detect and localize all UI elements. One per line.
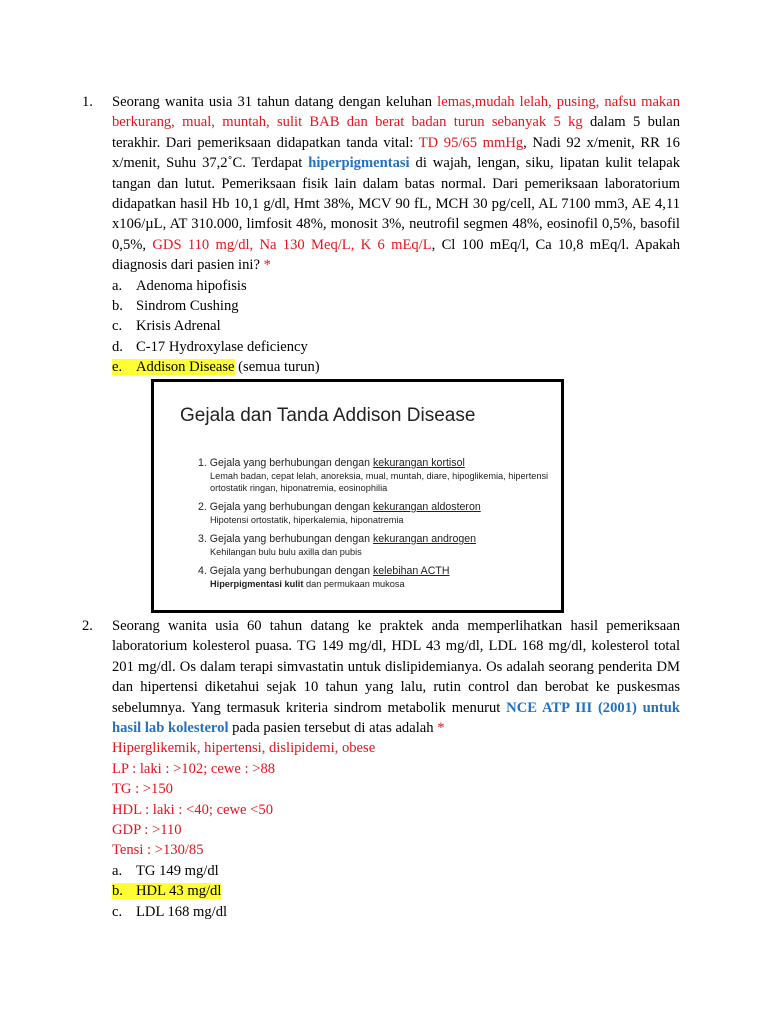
slide-title: Gejala dan Tanda Addison Disease <box>180 405 476 426</box>
ncep-highlight: NCE ATP III (2001) untuk hasil lab kolesterol <box>112 699 681 737</box>
question-number: 1. <box>82 94 93 110</box>
criteria-note: Tensi : >130/85 <box>112 842 204 859</box>
slide-item: 1. Gejala yang berhubungan dengan kekurangan kortisol Lemah badan, cepat lelah, anoreksia, mual, muntah, diare, hipoglikemia, hipertensi ortostatik ringan, hiponatremia, eosinophilia <box>198 457 549 493</box>
option-b-answer: b. HDL 43 mg/dl <box>112 883 222 900</box>
slide-item: 2. Gejala yang berhubungan dengan kekurangan aldosteron Hipotensi ortostatik, hiperkalemia, hiponatremia <box>198 501 481 525</box>
criteria-note: HDL : laki : <40; cewe <50 <box>112 801 274 818</box>
criteria-note: Hiperglikemik, hipertensi, dislipidemi, obese <box>112 740 376 757</box>
addison-slide-image <box>151 379 564 613</box>
question-2-options <box>112 861 680 922</box>
criteria-note: GDP : >110 <box>112 822 182 839</box>
slide-item: 4. Gejala yang berhubungan dengan kelebihan ACTH Hiperpigmentasi kulit dan permukaan mukosa <box>198 565 450 589</box>
question-number: 2. <box>82 618 93 634</box>
question-2-text: Seorang wanita usia 60 tahun datang ke praktek anda memperlihatkan hasil pemeriksaan laboratorium kolesterol puasa. TG 149 mg/dl, HDL 43 mg/dl, LDL 168 mg/dl, kolesterol total 201 mg/dl. Os dalam terapi simvastatin untuk dislipidemianya. Os adalah seorang penderita DM dan hipertensi diketahui sejak 10 tahun yang lalu, rutin control dan berobat ke puskesmas sebelumnya. Yang termasuk kriteria sindrom metabolik menurut NCE ATP III (2001) untuk hasil lab kolesterol pada pasien tersebut di atas adalah * <box>112 618 681 737</box>
option-b: b. Sindrom Cushing <box>112 298 239 315</box>
question-1 <box>82 92 681 378</box>
slide-list <box>198 456 558 596</box>
option-d: d. C-17 Hydroxylase deficiency <box>112 338 308 355</box>
option-a: a. Adenoma hipofisis <box>112 277 247 294</box>
question-1-options <box>112 276 680 378</box>
required-star: * <box>437 720 445 737</box>
criteria-note: TG : >150 <box>112 781 173 798</box>
required-star: * <box>263 257 271 274</box>
question-2 <box>82 616 681 922</box>
option-c: c. Krisis Adrenal <box>112 318 221 335</box>
option-e-answer: e. Addison Disease (semua turun) <box>112 359 320 376</box>
slide-item: 3. Gejala yang berhubungan dengan kekurangan androgen Kehilangan bulu bulu axilla dan pubis <box>198 533 477 557</box>
criteria-notes <box>112 738 680 860</box>
blood-pressure-highlight: TD 95/65 mmHg <box>418 134 524 151</box>
option-a: a. TG 149 mg/dl <box>112 862 219 879</box>
criteria-note: LP : laki : >102; cewe : >88 <box>112 760 276 777</box>
lab-highlight: GDS 110 mg/dl, Na 130 Meq/L, K 6 mEq/L <box>152 236 432 253</box>
option-c: c. LDL 168 mg/dl <box>112 903 228 920</box>
question-1-text: Seorang wanita usia 31 tahun datang dengan keluhan lemas,mudah lelah, pusing, nafsu makan berkurang, mual, muntah, sulit BAB dan berat badan turun sebanyak 5 kg dalam 5 bulan terakhir. Dari pemeriksaan didapatkan tanda vital: TD 95/65 mmHg, Nadi 92 x/menit, RR 16 x/menit, Suhu 37,2˚C. Terdapat hiperpigmentasi di wajah, lengan, siku, lipatan kulit telapak tangan dan lutut. Pemeriksaan fisik lain dalam batas normal. Dari pemeriksaan laboratorium didapatkan hasil Hb 10,1 g/dl, Hmt 38%, MCV 90 fL, MCH 30 pg/cell, AL 7100 mm3, AE 4,11 x106/µL, AT 310.000, limfosit 48%, monosit 3%, neutrofil segmen 48%, eosinofil 0,5%, basofil 0,5%, GDS 110 mg/dl, Na 130 Meq/L, K 6 mEq/L, Cl 100 mEq/l, Ca 10,8 mEq/l. Apakah diagnosis dari pasien ini? * <box>112 94 681 274</box>
symptoms-highlight: lemas,mudah lelah, pusing, nafsu makan berkurang, mual, muntah, sulit BAB dan berat badan turun sebanyak 5 kg <box>112 94 680 131</box>
hyperpigmentation-highlight: hiperpigmentasi <box>308 155 410 172</box>
